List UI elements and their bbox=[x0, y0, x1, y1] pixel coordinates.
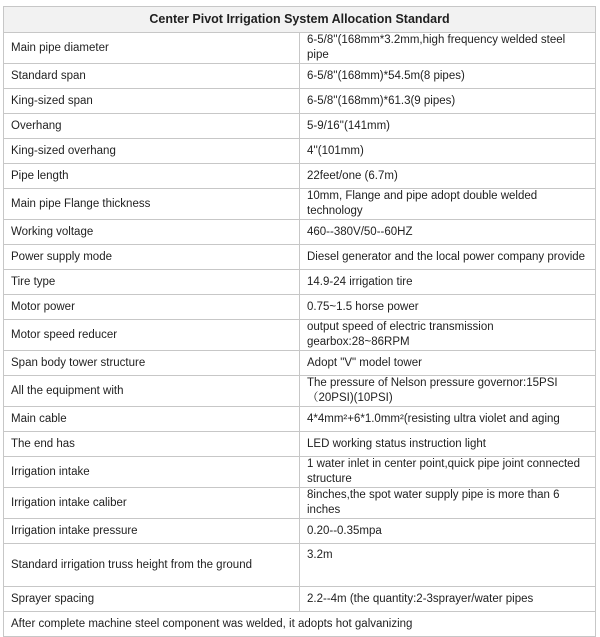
table-row bbox=[4, 64, 596, 89]
row-label: Power supply mode bbox=[4, 245, 300, 270]
row-label: Working voltage bbox=[4, 220, 300, 245]
row-value: output speed of electric transmission gearbox:28~86RPM bbox=[300, 320, 596, 351]
row-label: Irrigation intake bbox=[4, 457, 300, 488]
row-label: King-sized span bbox=[4, 89, 300, 114]
row-label: All the equipment with bbox=[4, 376, 300, 407]
row-value: 3.2m bbox=[300, 544, 596, 587]
table-row bbox=[4, 407, 596, 432]
table-row bbox=[4, 320, 596, 351]
row-value: LED working status instruction light bbox=[300, 432, 596, 457]
table-row bbox=[4, 544, 596, 587]
row-value: 22feet/one (6.7m) bbox=[300, 164, 596, 189]
table-row bbox=[4, 488, 596, 519]
table-row bbox=[4, 351, 596, 376]
table-title: Center Pivot Irrigation System Allocation Standard bbox=[4, 7, 596, 33]
table-row bbox=[4, 164, 596, 189]
row-label: Main cable bbox=[4, 407, 300, 432]
row-value: 6-5/8''(168mm)*54.5m(8 pipes) bbox=[300, 64, 596, 89]
row-value: The pressure of Nelson pressure governor:15PSI （20PSI)(10PSI) bbox=[300, 376, 596, 407]
row-label: Sprayer spacing bbox=[4, 587, 300, 612]
row-label: Standard irrigation truss height from the ground bbox=[4, 544, 300, 587]
table-row bbox=[4, 139, 596, 164]
row-label: Standard span bbox=[4, 64, 300, 89]
spec-table bbox=[3, 6, 596, 637]
table-row bbox=[4, 89, 596, 114]
table-row bbox=[4, 220, 596, 245]
table-row bbox=[4, 457, 596, 488]
row-value: 0.75~1.5 horse power bbox=[300, 295, 596, 320]
row-value: 10mm, Flange and pipe adopt double welded technology bbox=[300, 189, 596, 220]
row-label: The end has bbox=[4, 432, 300, 457]
row-value: 0.20--0.35mpa bbox=[300, 519, 596, 544]
row-value: 5-9/16''(141mm) bbox=[300, 114, 596, 139]
table-row bbox=[4, 114, 596, 139]
row-value: 460--380V/50--60HZ bbox=[300, 220, 596, 245]
row-label: Pipe length bbox=[4, 164, 300, 189]
row-label: Tire type bbox=[4, 270, 300, 295]
row-value: Adopt "V" model tower bbox=[300, 351, 596, 376]
table-row bbox=[4, 295, 596, 320]
table-row bbox=[4, 270, 596, 295]
row-value: 1 water inlet in center point,quick pipe joint connected structure bbox=[300, 457, 596, 488]
table-footer-row bbox=[4, 612, 596, 637]
row-value: 6-5/8''(168mm*3.2mm,high frequency welded steel pipe bbox=[300, 33, 596, 64]
table-row bbox=[4, 519, 596, 544]
table-footer-note: After complete machine steel component was welded, it adopts hot galvanizing bbox=[4, 612, 596, 637]
row-value: 8inches,the spot water supply pipe is more than 6 inches bbox=[300, 488, 596, 519]
row-value: Diesel generator and the local power company provide bbox=[300, 245, 596, 270]
row-label: Irrigation intake caliber bbox=[4, 488, 300, 519]
spec-table-container bbox=[3, 6, 596, 637]
table-row bbox=[4, 245, 596, 270]
row-value: 4''(101mm) bbox=[300, 139, 596, 164]
table-body bbox=[4, 33, 596, 637]
row-value: 6-5/8''(168mm)*61.3(9 pipes) bbox=[300, 89, 596, 114]
row-value: 14.9-24 irrigation tire bbox=[300, 270, 596, 295]
table-row bbox=[4, 432, 596, 457]
row-value: 4*4mm²+6*1.0mm²(resisting ultra violet and aging bbox=[300, 407, 596, 432]
row-label: Motor power bbox=[4, 295, 300, 320]
row-label: Motor speed reducer bbox=[4, 320, 300, 351]
row-label: Overhang bbox=[4, 114, 300, 139]
row-label: Span body tower structure bbox=[4, 351, 300, 376]
table-row bbox=[4, 189, 596, 220]
table-header-row bbox=[4, 7, 596, 33]
table-row bbox=[4, 33, 596, 64]
table-row bbox=[4, 376, 596, 407]
row-label: Main pipe diameter bbox=[4, 33, 300, 64]
row-value: 2.2--4m (the quantity:2-3sprayer/water pipes bbox=[300, 587, 596, 612]
row-label: King-sized overhang bbox=[4, 139, 300, 164]
row-label: Irrigation intake pressure bbox=[4, 519, 300, 544]
row-label: Main pipe Flange thickness bbox=[4, 189, 300, 220]
